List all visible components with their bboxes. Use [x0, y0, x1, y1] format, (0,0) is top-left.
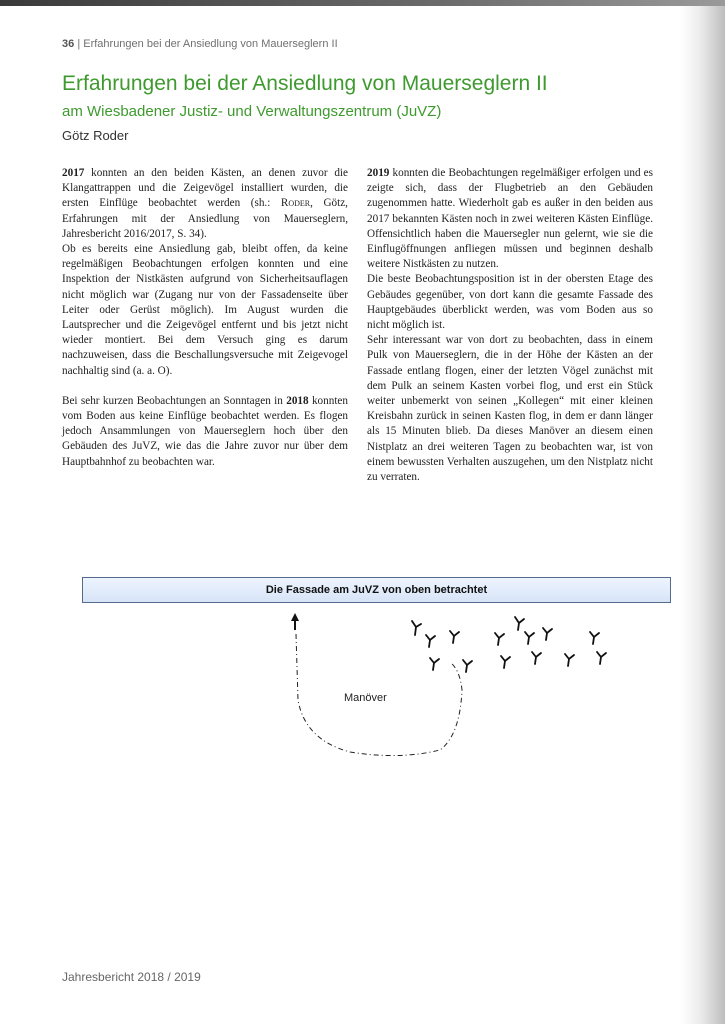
swift-icon — [412, 621, 421, 635]
facade-figure — [60, 570, 680, 780]
paragraph-maneuver-observation: Sehr interessant war von dort zu beobachten, dass in einem Pulk von Mauerseglern, die in der Höhe der Kästen an der Fassade entlang flogen, einer der letzten Vögel zunächst mit dem Pulk an seinem Kasten vorbei flog, und erst ein Stück weiter unbemerkt von seinen „Kollegen“ mit einer kleinen Kreisbahn zurück in seinen Kasten flog, in dem er dann länger als 15 Minuten blieb. Da dieses Manöver an diesem einen Nistplatz an drei weiteren Tagen zu beobachten war, ist von einem bewussten Verhalten auszugehen, um den Nistplatz nicht zu verraten. — [367, 334, 653, 484]
swift-icon — [495, 633, 504, 645]
swift-icon — [450, 631, 459, 643]
paragraph-text: Bei sehr kurzen Beobachtungen an Sonntagen in — [62, 394, 287, 407]
facade-label: Die Fassade am JuVZ von oben betrachtet — [265, 584, 488, 596]
paragraph-text: konnten die Beobachtungen regelmäßiger erfolgen und es zeigte sich, dass der Flugbetrieb an den Gebäuden zugenommen hatte. Wiederholt gab es außer in den beiden aus 2017 bekannten Kästen noch in zwei weiteren Kästen Einflüge. Offensichtlich haben die Mauersegler nun gelernt, wie sie die Einflugöffnungen anfliegen müssen und beginnen deshalb weitere Nistkästen zu nutzen. — [367, 167, 653, 271]
paragraph-2018 — [62, 394, 348, 470]
paragraph-observation-position: Die beste Beobachtungsposition ist in der obersten Etage des Gebäudes gegenüber, von dort kann die gesamte Fassade des Hauptgebäudes überblickt werden, was vom Boden aus so nicht möglich ist. — [367, 273, 653, 332]
swift-icon — [597, 652, 606, 664]
running-head-separator: | — [77, 38, 81, 50]
swift-icon — [532, 652, 541, 664]
swift-icon — [590, 632, 599, 644]
swift-icon — [430, 658, 439, 670]
paragraph-2017 — [62, 166, 348, 242]
swift-icon — [565, 654, 574, 666]
paragraph-settlement: Ob es bereits eine Ansiedlung gab, bleibt offen, da keine regelmäßigen Beobachtungen erfolgen konnten und eine Inspektion der Nistkästen aufgrund von Sicherheitsauflagen nicht möglich war (Zugang nur von der Fassadenseite über Leiter oder Gerüst möglich). Im August wurden die Lautsprecher und die Zeigevögel entfernt und bis jetzt nicht wieder montiert. Bei dem Versuch ging es darum nachzuweisen, dass die Beschallungsversuche mit Zeigevogel nachhaltig sind (a. a. O). — [62, 243, 348, 377]
swift-icon — [463, 660, 472, 672]
swift-icon — [426, 635, 435, 647]
year-2019: 2019 — [367, 167, 390, 179]
cited-author-name: Roder — [280, 197, 311, 210]
paragraph-2019 — [367, 166, 653, 272]
swift-icon — [515, 617, 524, 630]
swift-icon — [543, 628, 552, 640]
page-number: 36 — [62, 38, 75, 50]
page-footer: Jahresbericht 2018 / 2019 — [62, 970, 201, 984]
swift-flock — [412, 617, 606, 672]
year-2017: 2017 — [62, 167, 85, 179]
nest-entry-arrow-icon — [291, 613, 299, 630]
running-head-title: Erfahrungen bei der Ansiedlung von Mauerseglern II — [83, 38, 338, 50]
scan-top-edge — [0, 0, 725, 6]
swift-icon — [501, 656, 510, 668]
left-column — [62, 166, 348, 470]
paragraph-text: konnten an den beiden Kästen, an denen zuvor die Klangattrappen und die Zeigevögel installiert wurden, die ersten Einflüge beobachtet werden (sh.: — [62, 167, 348, 210]
facade-bar — [82, 577, 671, 603]
year-2018: 2018 — [286, 394, 309, 407]
swift-icon — [525, 632, 534, 644]
article-subtitle: am Wiesbadener Justiz- und Verwaltungszentrum (JuVZ) — [62, 103, 442, 120]
right-column — [367, 166, 653, 485]
paragraph-text: konnten vom Boden aus keine Einflüge beobachtet werden. Es flogen jedoch Ansammlungen von Mauerseglern hoch über den Gebäuden des JuVZ, wie das die Jahre zuvor nur über dem Hauptbahnhof zu beobachten war. — [62, 394, 348, 468]
paragraph-text: , Götz, Erfahrungen mit der Ansiedlung von Mauerseglern, Jahresbericht 2016/2017, S. 34). — [62, 197, 348, 240]
article-title: Erfahrungen bei der Ansiedlung von Mauerseglern II — [62, 72, 548, 95]
maneuver-label: Manöver — [344, 692, 387, 704]
running-head — [62, 38, 338, 50]
article-author: Götz Roder — [62, 128, 129, 143]
